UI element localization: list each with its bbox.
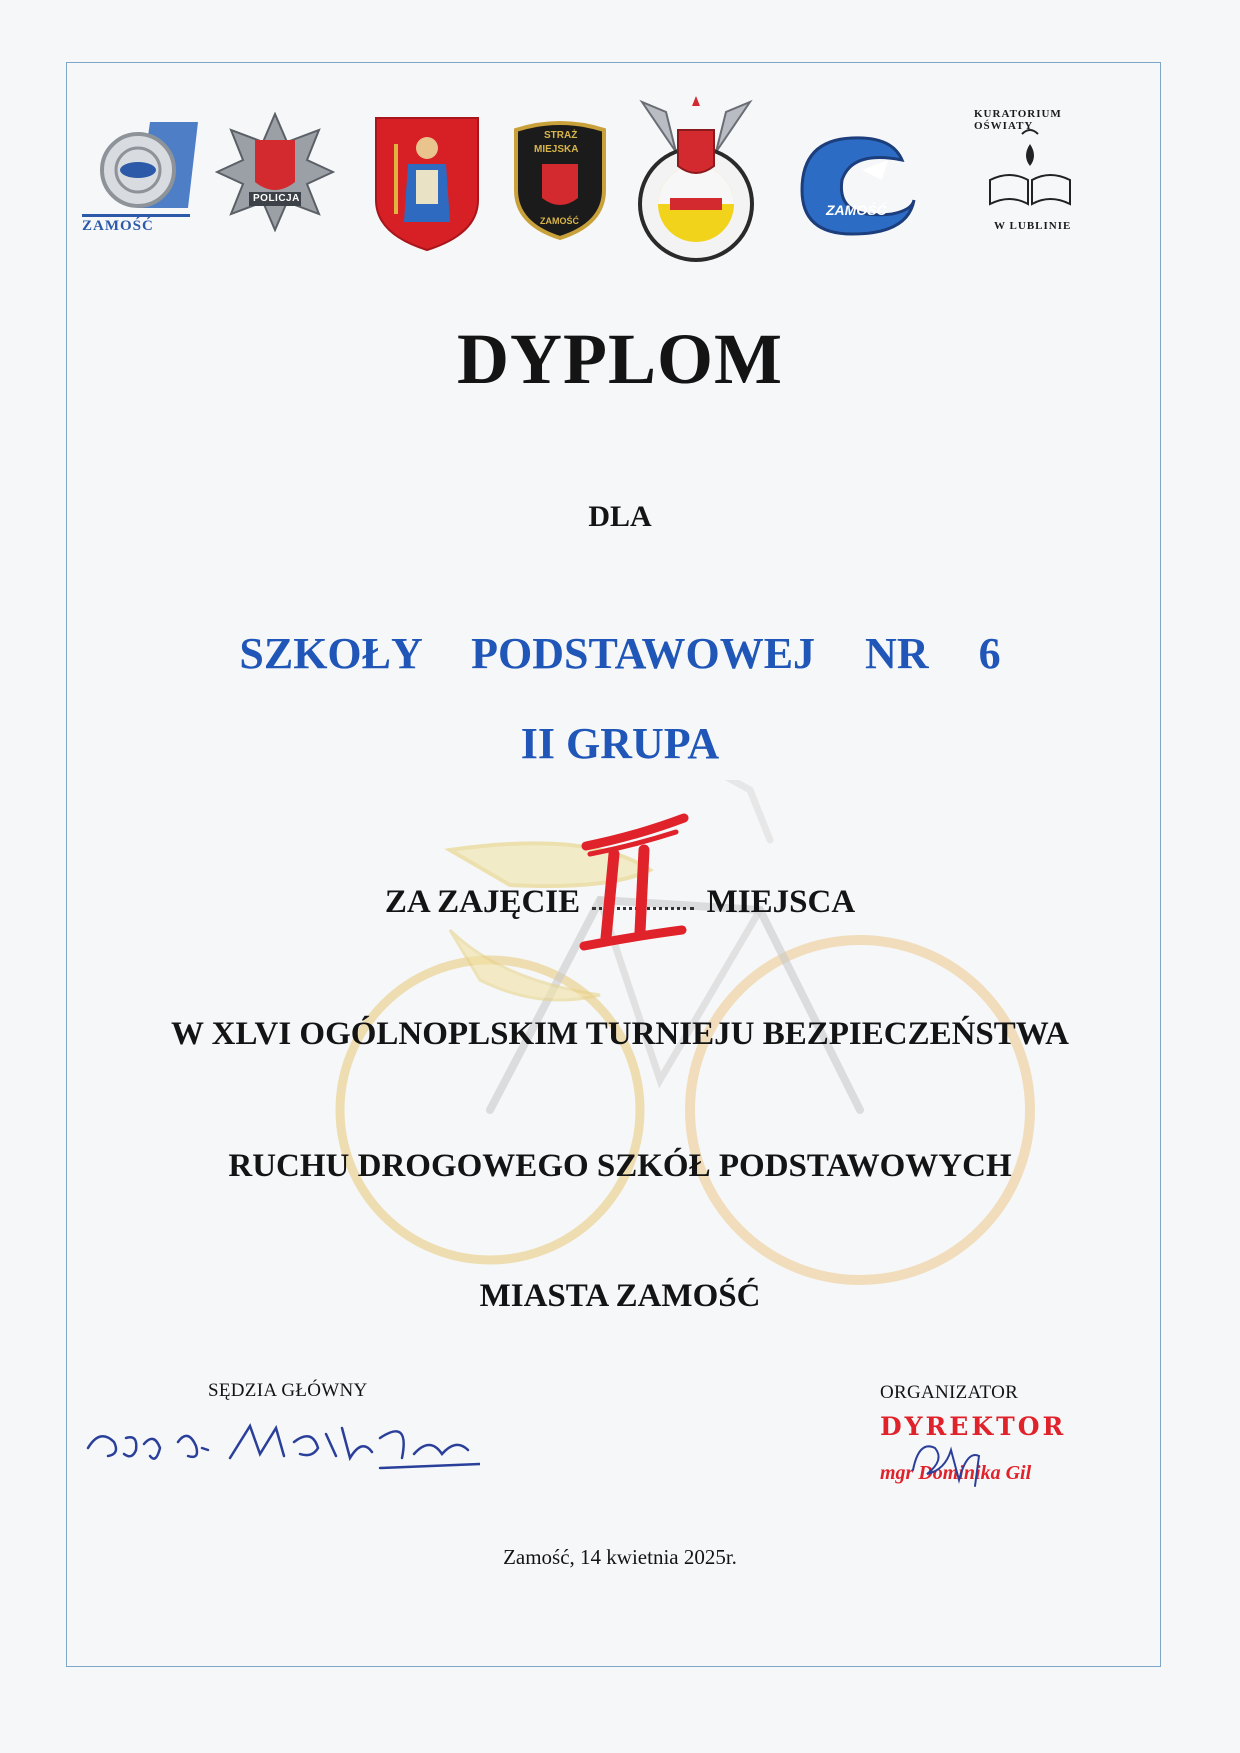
sport-zamosc-logo <box>792 130 922 240</box>
organizer-label: ORGANIZATOR <box>880 1382 1019 1403</box>
straz-top-label: STRAŻ <box>544 130 578 141</box>
sport-zamosc-label: ZAMOŚĆ <box>826 202 887 218</box>
recipient-group: II GRUPA <box>520 719 720 768</box>
judge-signature <box>80 1398 480 1478</box>
issue-date: Zamość, 14 kwietnia 2025r. <box>503 1545 737 1569</box>
event-line-1: W XLVI OGÓLNOPLSKIM TURNIEJU BEZPIECZEŃSTWA <box>171 1016 1069 1052</box>
police-star-icon <box>215 112 335 232</box>
straz-bottom-label: ZAMOŚĆ <box>540 216 579 226</box>
handwritten-place-mark <box>566 810 696 960</box>
kuratorium-logo <box>960 104 1100 234</box>
director-signature <box>905 1430 995 1490</box>
judge-label: SĘDZIA GŁÓWNY <box>208 1380 368 1401</box>
diploma-for: DLA <box>588 500 652 533</box>
kuratorium-top-label: KURATORIUM OŚWIATY <box>974 108 1062 132</box>
zamosc-coat-of-arms <box>372 114 482 254</box>
zamosc-city-label: ZAMOŚĆ <box>82 218 154 234</box>
event-line-2: RUCHU DROGOWEGO SZKÓŁ PODSTAWOWYCH <box>228 1148 1012 1184</box>
coat-of-arms-icon <box>372 114 482 254</box>
director-title: DYREKTOR <box>880 1412 1067 1441</box>
sponsor-logos <box>80 90 1140 280</box>
diploma-title: DYPLOM <box>457 319 783 399</box>
place-prefix: ZA ZAJĘCIE <box>384 884 581 920</box>
event-line-3: MIASTA ZAMOŚĆ <box>479 1278 761 1314</box>
straz-middle-label: MIEJSKA <box>534 144 579 155</box>
swoosh-emblem-icon <box>792 130 922 240</box>
automobile-club-emblem-icon <box>636 92 756 272</box>
kuratorium-bottom-label: W LUBLINIE <box>994 220 1072 232</box>
recipient-school: SZKOŁY PODSTAWOWEJ NR 6 <box>239 629 1001 678</box>
police-label: POLICJA <box>253 193 300 204</box>
director-name: mgr Dominika Gil <box>880 1462 1032 1484</box>
automobilklub-logo <box>636 92 756 272</box>
place-suffix: MIEJSCA <box>706 884 856 920</box>
straz-miejska-logo <box>510 120 610 240</box>
judge-signature-text: asp.szt. Marek Świrez <box>80 1398 89 1399</box>
place-value: II <box>566 810 567 811</box>
zamosc-city-logo <box>80 118 200 238</box>
police-logo <box>215 112 335 232</box>
